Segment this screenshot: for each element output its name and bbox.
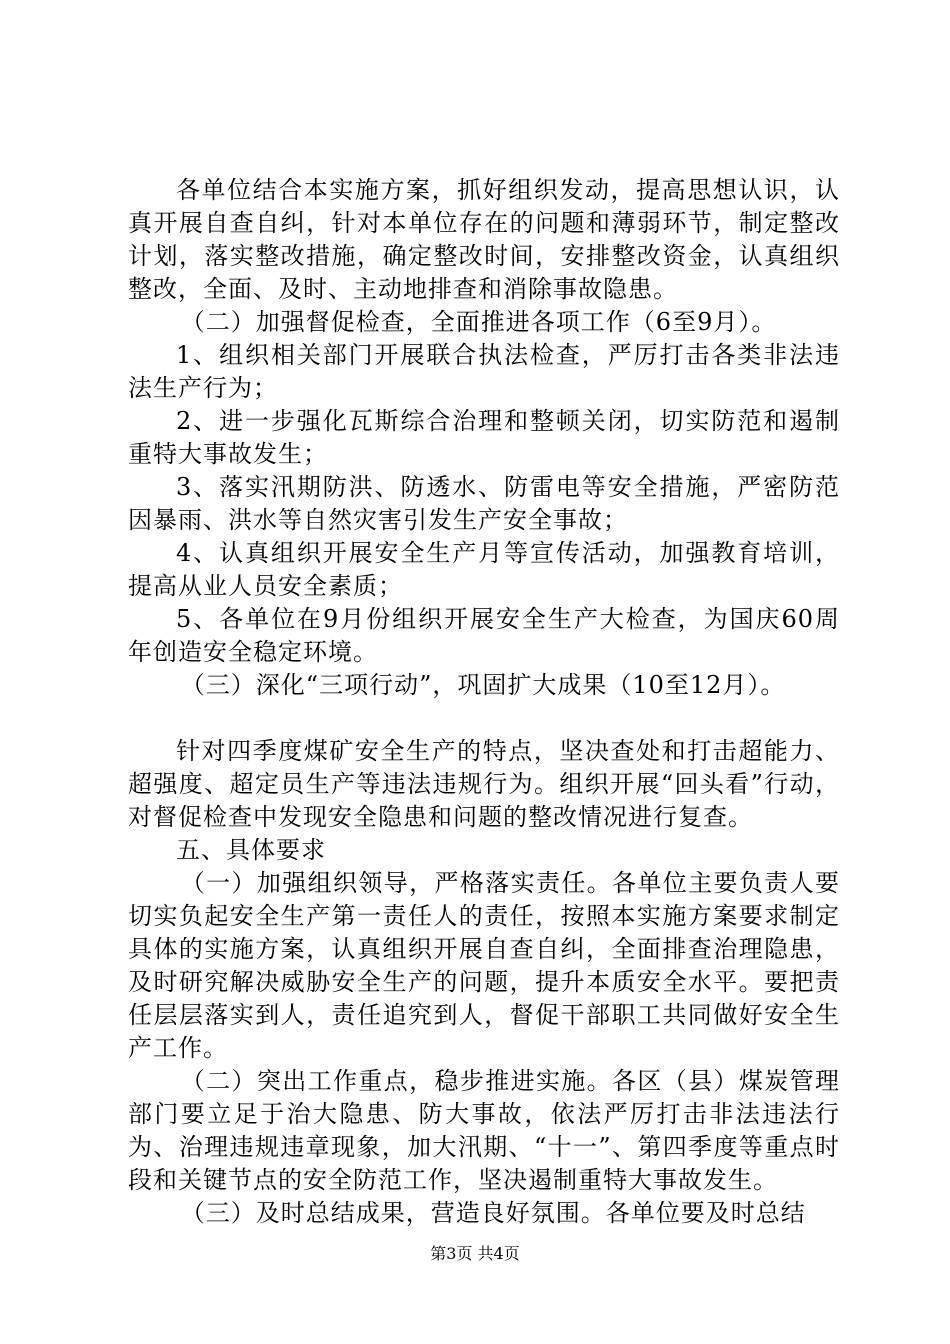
list-item-safety-month: 4、认真组织开展安全生产月等宣传活动，加强教育培训，提高从业人员安全素质； bbox=[128, 539, 840, 600]
list-item-gas-control: 2、进一步强化瓦斯综合治理和整顿关闭，切实防范和遏制重特大事故发生； bbox=[128, 407, 840, 468]
list-item-national-day: 5、各单位在9月份组织开展安全生产大检查，为国庆60周年创造安全稳定环境。 bbox=[128, 605, 840, 666]
page-footer: 第3页 共4页 bbox=[430, 1244, 520, 1263]
section-heading-three-actions: （三）深化“三项行动”，巩固扩大成果（10至12月）。 bbox=[180, 671, 786, 699]
list-item-flood-season: 3、落实汛期防洪、防透水、防雷电等安全措施，严密防范因暴雨、洪水等自然灾害引发生产安全事故； bbox=[128, 473, 840, 534]
section-heading-supervision: （二）加强督促检查，全面推进各项工作（6至9月）。 bbox=[180, 308, 777, 336]
document-body bbox=[128, 174, 840, 1230]
paragraph-unit-implementation: 各单位结合本实施方案，抓好组织发动，提高思想认识，认真开展自查自纠，针对本单位存在的问题和薄弱环节，制定整改计划，落实整改措施，确定整改时间，安排整改资金，认真组织整改，全面、及时、主动地排查和消除事故隐患。 bbox=[128, 176, 840, 303]
paragraph-leadership: （一）加强组织领导，严格落实责任。各单位主要负责人要切实负起安全生产第一责任人的责任，按照本实施方案要求制定具体的实施方案，认真组织开展自查自纠，全面排查治理隐患，及时研究解决威胁安全生产的问题，提升本质安全水平。要把责任层层落实到人，责任追究到人，督促干部职工共同做好安全生产工作。 bbox=[128, 869, 840, 1062]
paragraph-key-work: （二）突出工作重点，稳步推进实施。各区（县）煤炭管理部门要立足于治大隐患、防大事故，依法严厉打击非法违法行为、治理违规违章现象，加大汛期、“十一”、第四季度等重点时段和关键节点的安全防范工作，坚决遏制重特大事故发生。 bbox=[128, 1067, 840, 1194]
paragraph-fourth-quarter: 针对四季度煤矿安全生产的特点，坚决查处和打击超能力、超强度、超定员生产等违法违规行为。组织开展“回头看”行动，对督促检查中发现安全隐患和问题的整改情况进行复查。 bbox=[128, 737, 840, 831]
blank-line bbox=[128, 702, 840, 735]
list-item-joint-enforcement: 1、组织相关部门开展联合执法检查，严厉打击各类非法违法生产行为； bbox=[128, 341, 840, 402]
section-heading-requirements: 五、具体要求 bbox=[176, 836, 326, 864]
paragraph-summary: （三）及时总结成果，营造良好氛围。各单位要及时总结 bbox=[180, 1199, 806, 1227]
